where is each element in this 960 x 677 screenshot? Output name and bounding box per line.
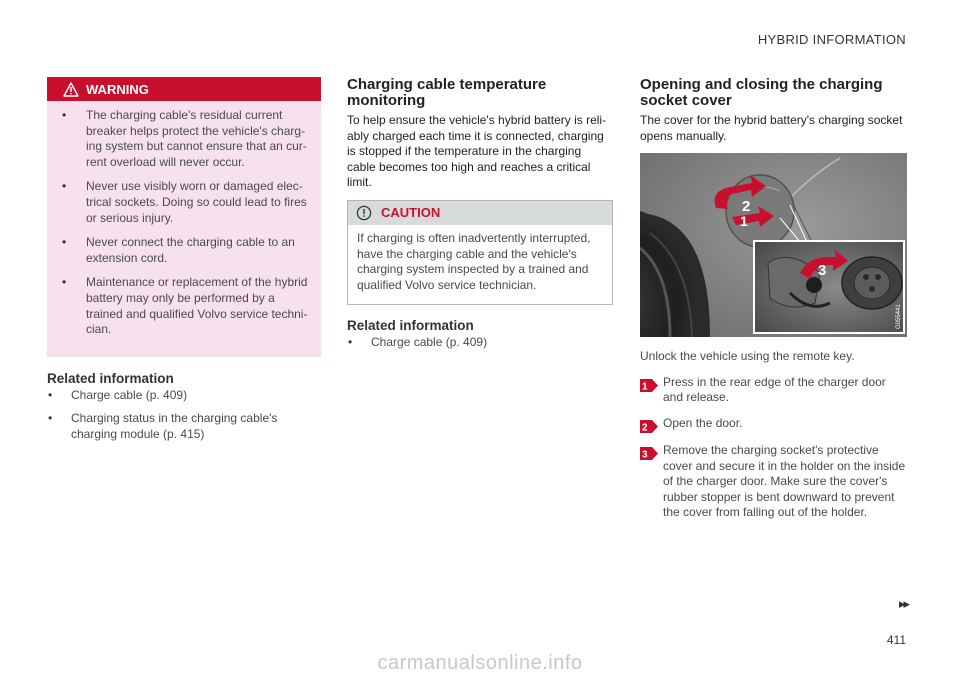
step-number-badge: [640, 447, 658, 460]
temperature-section-intro: To help ensure the vehicle's hybrid battery is reli- ably charged each time it is connected, charging is stopped if the temperature in the charging cable becomes too high and reaches a critical limit.: [347, 113, 607, 190]
warning-header: [47, 77, 321, 101]
caution-title: CAUTION: [381, 205, 441, 221]
section-header: HYBRID INFORMATION: [757, 32, 906, 47]
caution-exclamation-icon: [356, 205, 372, 221]
step-number: 3: [642, 449, 648, 460]
charging-door-photo: [640, 153, 907, 337]
related-link-charging-status[interactable]: • Charging status in the charging cable's charging module (p. 415): [47, 411, 321, 442]
step-list: [640, 375, 907, 521]
related-link-charge-cable[interactable]: • Charge cable (p. 409): [347, 335, 613, 351]
socket-section-heading: Opening and closing the charging socket cover: [640, 76, 883, 109]
warning-item: • Never connect the charging cable to an extension cord.: [61, 235, 311, 266]
step-item: [640, 375, 907, 406]
next-page-indicator[interactable]: ▸▸: [898, 596, 908, 611]
caution-header: [348, 201, 612, 225]
step-text: Press in the rear edge of the charger door and release.: [663, 374, 886, 405]
warning-list: [47, 101, 321, 338]
image-code: G055441: [896, 304, 902, 330]
related-link-charge-cable[interactable]: • Charge cable (p. 409): [47, 388, 321, 404]
warning-box: [47, 77, 321, 357]
step-number-badge: [640, 420, 658, 433]
watermark: carmanualsonline.info: [377, 652, 583, 674]
related-info-heading: Related information: [47, 370, 174, 386]
column-middle: [347, 77, 613, 359]
related-info-list: [347, 335, 613, 351]
unlock-instruction: Unlock the vehicle using the remote key.: [640, 349, 855, 364]
column-right: [640, 77, 907, 531]
temperature-section-heading: Charging cable temperature monitoring: [347, 76, 547, 109]
page-number: 411: [886, 633, 906, 647]
step-number: 1: [642, 381, 648, 392]
related-info-list: [47, 388, 321, 443]
image-number-3: 3: [818, 262, 827, 280]
step-text: Open the door.: [663, 415, 743, 430]
image-number-2: 2: [742, 198, 751, 216]
column-left: [47, 77, 321, 451]
step-item: [640, 416, 907, 433]
socket-section-intro: The cover for the hybrid battery's charging socket opens manually.: [640, 113, 903, 143]
warning-triangle-icon: [63, 82, 79, 97]
caution-box: [347, 200, 613, 305]
caution-text: If charging is often inadvertently interrupted, have the charging cable and the vehicle's charging system inspected by a trained and qualified Volvo service technician.: [357, 230, 591, 292]
step-number: 2: [642, 422, 648, 433]
warning-item: • Never use visibly worn or damaged elec- trical sockets. Doing so could lead to fires or serious injury.: [61, 179, 311, 226]
image-number-1: 1: [740, 213, 748, 230]
warning-title: WARNING: [86, 81, 149, 97]
step-text: Remove the charging socket's protective cover and secure it in the holder on the inside of the charger door. Make sure the cover's rubber stopper is bent downward to prevent the cover from falling out of the holder.: [663, 442, 906, 520]
related-info-heading: Related information: [347, 318, 474, 334]
warning-item: • The charging cable's residual current breaker helps protect the vehicle's charg- ing system but cannot ensure that an cur- rent overload will never occur.: [61, 108, 311, 170]
step-item: [640, 443, 907, 521]
warning-item: • Maintenance or replacement of the hybrid battery may only be performed by a trained and qualified Volvo service techni- cian.: [61, 275, 311, 337]
charging-socket-illustration: [640, 153, 907, 337]
step-number-badge: [640, 379, 658, 392]
